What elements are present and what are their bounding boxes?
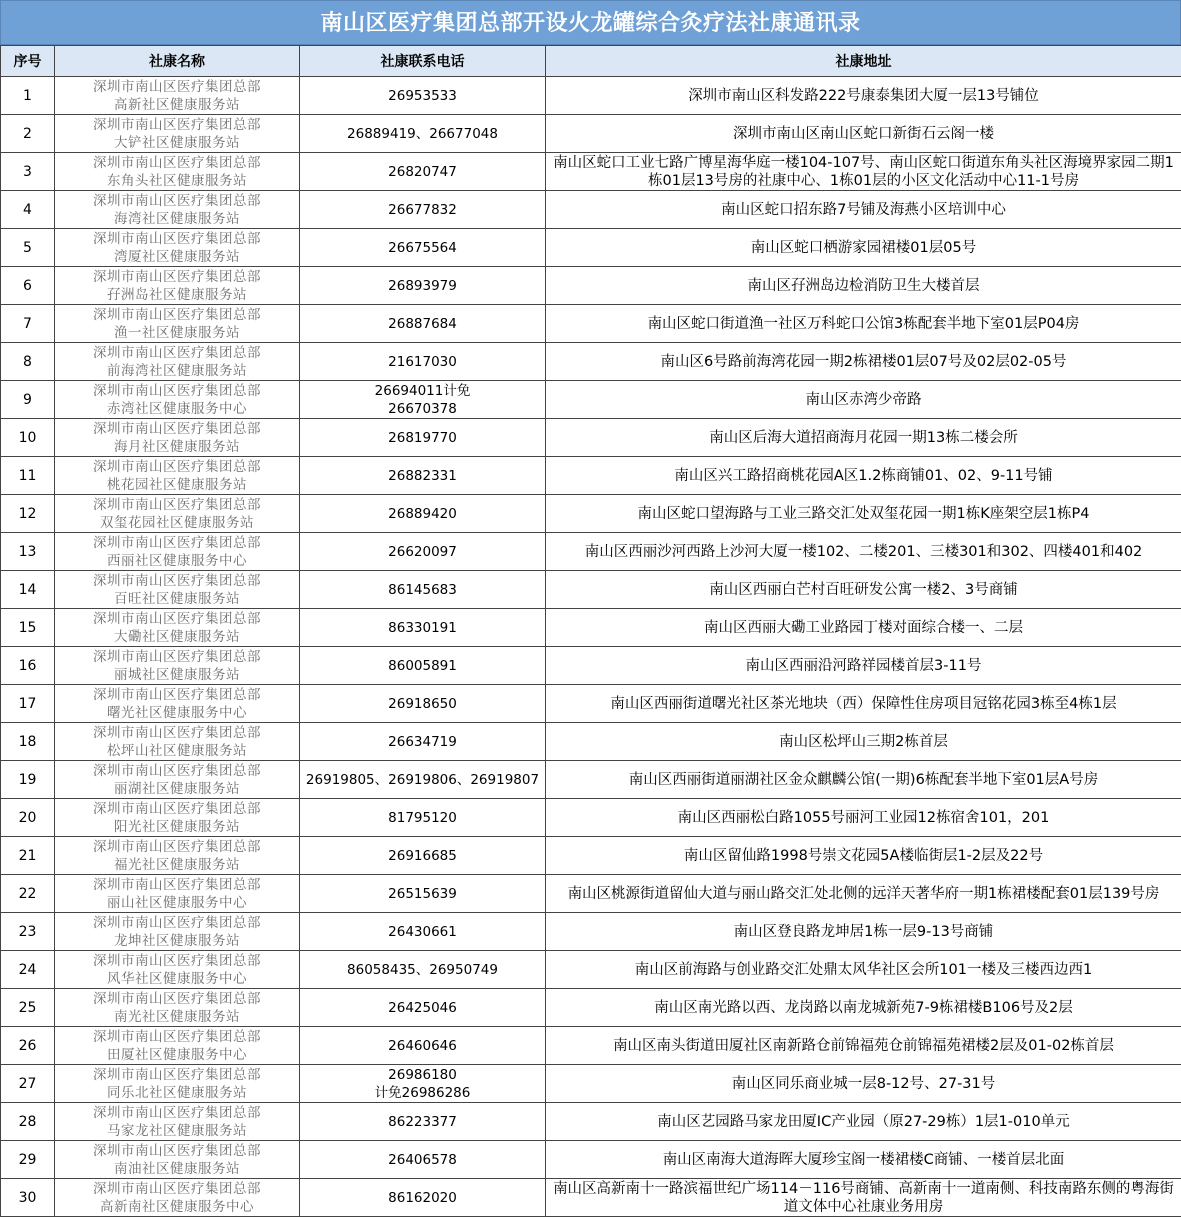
table-row [1, 875, 1181, 913]
row-number: 28 [1, 1103, 55, 1141]
directory-table [0, 45, 1181, 1217]
station-name [55, 837, 300, 875]
table-row [1, 305, 1181, 343]
station-phone [300, 951, 546, 989]
station-address: 南山区西丽街道曙光社区茶光地块（西）保障性住房项目冠铭花园3栋至4栋1层 [546, 685, 1181, 723]
row-number: 8 [1, 343, 55, 381]
station-phone [300, 875, 546, 913]
station-phone [300, 419, 546, 457]
station-name-line2: 海湾社区健康服务站 [114, 210, 240, 227]
station-name-line2: 高新社区健康服务站 [114, 96, 240, 113]
table-row [1, 837, 1181, 875]
station-name [55, 875, 300, 913]
phone-line1: 26819770 [388, 429, 457, 446]
station-name-line1: 深圳市南山区医疗集团总部 [93, 724, 261, 741]
station-name [55, 381, 300, 419]
station-name-line2: 大磡社区健康服务站 [114, 628, 240, 645]
station-name-line1: 深圳市南山区医疗集团总部 [93, 78, 261, 95]
station-name-line2: 大铲社区健康服务站 [114, 134, 240, 151]
table-row [1, 913, 1181, 951]
station-phone [300, 495, 546, 533]
table-row [1, 989, 1181, 1027]
phone-line1: 26953533 [388, 87, 457, 104]
station-name [55, 647, 300, 685]
phone-line1: 81795120 [388, 809, 457, 826]
station-phone [300, 77, 546, 115]
phone-line1: 26430661 [388, 923, 457, 940]
phone-line1: 86162020 [388, 1189, 457, 1206]
station-name-line2: 阳光社区健康服务站 [114, 818, 240, 835]
station-name-line1: 深圳市南山区医疗集团总部 [93, 1180, 261, 1197]
station-address: 深圳市南山区南山区蛇口新街石云阁一楼 [546, 115, 1181, 153]
station-name [55, 457, 300, 495]
table-row [1, 115, 1181, 153]
header-name: 社康名称 [55, 46, 300, 77]
station-name [55, 1027, 300, 1065]
table-row [1, 761, 1181, 799]
station-name-line2: 松坪山社区健康服务站 [107, 742, 247, 759]
station-name-line1: 深圳市南山区医疗集团总部 [93, 534, 261, 551]
phone-line1: 26460646 [388, 1037, 457, 1054]
phone-line1: 26675564 [388, 239, 457, 256]
station-name [55, 913, 300, 951]
phone-line1: 26889420 [388, 505, 457, 522]
station-name [55, 951, 300, 989]
station-name [55, 305, 300, 343]
station-phone [300, 343, 546, 381]
station-address: 南山区孖洲岛边检消防卫生大楼首层 [546, 267, 1181, 305]
station-name-line2: 东角头社区健康服务站 [107, 172, 247, 189]
station-name [55, 153, 300, 191]
station-name-line1: 深圳市南山区医疗集团总部 [93, 306, 261, 323]
station-name [55, 191, 300, 229]
phone-line1: 86145683 [388, 581, 457, 598]
phone-line1: 26893979 [388, 277, 457, 294]
station-name-line2: 福光社区健康服务站 [114, 856, 240, 873]
table-row [1, 381, 1181, 419]
station-name-line1: 深圳市南山区医疗集团总部 [93, 116, 261, 133]
row-number: 18 [1, 723, 55, 761]
station-phone [300, 1027, 546, 1065]
table-row [1, 647, 1181, 685]
table-row [1, 1065, 1181, 1103]
station-phone [300, 153, 546, 191]
phone-line1: 86330191 [388, 619, 457, 636]
phone-line1: 86005891 [388, 657, 457, 674]
table-row [1, 267, 1181, 305]
station-name-line2: 南光社区健康服务站 [114, 1008, 240, 1025]
station-name [55, 1179, 300, 1217]
station-name-line1: 深圳市南山区医疗集团总部 [93, 154, 261, 171]
table-row [1, 685, 1181, 723]
row-number: 21 [1, 837, 55, 875]
station-name-line1: 深圳市南山区医疗集团总部 [93, 686, 261, 703]
station-address: 深圳市南山区科发路222号康泰集团大厦一层13号铺位 [546, 77, 1181, 115]
station-phone [300, 1179, 546, 1217]
station-name-line2: 马家龙社区健康服务站 [107, 1122, 247, 1139]
station-name-line2: 赤湾社区健康服务中心 [107, 400, 247, 417]
station-phone [300, 647, 546, 685]
phone-line1: 26887684 [388, 315, 457, 332]
station-address: 南山区松坪山三期2栋首层 [546, 723, 1181, 761]
row-number: 6 [1, 267, 55, 305]
table-row [1, 951, 1181, 989]
station-name [55, 571, 300, 609]
station-address: 南山区西丽松白路1055号丽河工业园12栋宿舍101，201 [546, 799, 1181, 837]
station-address: 南山区南头街道田厦社区南新路仓前锦福苑仓前锦福苑裙楼2层及01-02栋首层 [546, 1027, 1181, 1065]
station-address: 南山区兴工路招商桃花园A区1.2栋商铺01、02、9-11号铺 [546, 457, 1181, 495]
table-row [1, 229, 1181, 267]
phone-line1: 26634719 [388, 733, 457, 750]
station-name-line2: 孖洲岛社区健康服务站 [107, 286, 247, 303]
station-phone [300, 761, 546, 799]
station-name-line1: 深圳市南山区医疗集团总部 [93, 496, 261, 513]
station-name-line1: 深圳市南山区医疗集团总部 [93, 838, 261, 855]
station-phone [300, 115, 546, 153]
station-name [55, 799, 300, 837]
phone-line1: 26919805、26919806、26919807 [305, 771, 540, 788]
station-address: 南山区赤湾少帝路 [546, 381, 1181, 419]
station-name-line2: 双玺花园社区健康服务站 [100, 514, 254, 531]
station-name [55, 533, 300, 571]
station-name-line2: 渔一社区健康服务站 [114, 324, 240, 341]
station-address: 南山区蛇口街道渔一社区万科蛇口公馆3栋配套半地下室01层P04房 [546, 305, 1181, 343]
phone-line1: 26986180 [388, 1066, 457, 1083]
station-name-line1: 深圳市南山区医疗集团总部 [93, 610, 261, 627]
phone-line1: 26916685 [388, 847, 457, 864]
station-phone [300, 685, 546, 723]
phone-line1: 26620097 [388, 543, 457, 560]
row-number: 4 [1, 191, 55, 229]
row-number: 11 [1, 457, 55, 495]
station-name-line1: 深圳市南山区医疗集团总部 [93, 914, 261, 931]
station-phone [300, 457, 546, 495]
station-name-line1: 深圳市南山区医疗集团总部 [93, 268, 261, 285]
station-address: 南山区蛇口望海路与工业三路交汇处双玺花园一期1栋K座架空层1栋P4 [546, 495, 1181, 533]
station-phone [300, 229, 546, 267]
station-address: 南山区同乐商业城一层8-12号、27-31号 [546, 1065, 1181, 1103]
station-name [55, 1141, 300, 1179]
station-name-line2: 丽城社区健康服务站 [114, 666, 240, 683]
station-name-line1: 深圳市南山区医疗集团总部 [93, 990, 261, 1007]
station-address: 南山区后海大道招商海月花园一期13栋二楼会所 [546, 419, 1181, 457]
row-number: 24 [1, 951, 55, 989]
sheet-title: 南山区医疗集团总部开设火龙罐综合灸疗法社康通讯录 [0, 0, 1181, 45]
station-name [55, 609, 300, 647]
station-name-line2: 西丽社区健康服务中心 [107, 552, 247, 569]
phone-line1: 26820747 [388, 163, 457, 180]
phone-line1: 26406578 [388, 1151, 457, 1168]
station-name-line1: 深圳市南山区医疗集团总部 [93, 1104, 261, 1121]
station-name-line1: 深圳市南山区医疗集团总部 [93, 1028, 261, 1045]
station-address: 南山区留仙路1998号崇文花园5A楼临街层1-2层及22号 [546, 837, 1181, 875]
station-name-line2: 桃花园社区健康服务站 [107, 476, 247, 493]
row-number: 29 [1, 1141, 55, 1179]
phone-line1: 26677832 [388, 201, 457, 218]
phone-line1: 26918650 [388, 695, 457, 712]
phone-line1: 26515639 [388, 885, 457, 902]
station-name-line1: 深圳市南山区医疗集团总部 [93, 572, 261, 589]
station-name-line2: 湾厦社区健康服务站 [114, 248, 240, 265]
row-number: 17 [1, 685, 55, 723]
station-name-line2: 丽山社区健康服务中心 [107, 894, 247, 911]
row-number: 26 [1, 1027, 55, 1065]
row-number: 23 [1, 913, 55, 951]
phone-line2: 计免26986286 [374, 1084, 471, 1101]
station-name [55, 1065, 300, 1103]
station-phone [300, 723, 546, 761]
station-name [55, 77, 300, 115]
station-name [55, 495, 300, 533]
station-address: 南山区高新南十一路滨福世纪广场114－116号商铺、高新南十一道南侧、科技南路东侧的粤海街道文体中心社康业务用房 [546, 1179, 1181, 1217]
table-row [1, 799, 1181, 837]
station-phone [300, 191, 546, 229]
station-address: 南山区西丽街道丽湖社区金众麒麟公馆(一期)6栋配套半地下室01层A号房 [546, 761, 1181, 799]
table-row [1, 1027, 1181, 1065]
table-row [1, 1103, 1181, 1141]
station-name-line1: 深圳市南山区医疗集团总部 [93, 458, 261, 475]
station-address: 南山区南海大道海晖大厦珍宝阁一楼裙楼C商铺、一楼首层北面 [546, 1141, 1181, 1179]
table-row [1, 77, 1181, 115]
station-name-line1: 深圳市南山区医疗集团总部 [93, 192, 261, 209]
station-name-line1: 深圳市南山区医疗集团总部 [93, 382, 261, 399]
phone-line1: 26889419、26677048 [347, 125, 498, 142]
table-row [1, 343, 1181, 381]
station-name-line2: 风华社区健康服务中心 [107, 970, 247, 987]
station-name [55, 115, 300, 153]
table-row [1, 533, 1181, 571]
station-name-line2: 高新南社区健康服务中心 [100, 1198, 254, 1215]
row-number: 30 [1, 1179, 55, 1217]
row-number: 15 [1, 609, 55, 647]
row-number: 27 [1, 1065, 55, 1103]
phone-line1: 86058435、26950749 [347, 961, 498, 978]
station-address: 南山区艺园路马家龙田厦IC产业园（原27-29栋）1层1-010单元 [546, 1103, 1181, 1141]
station-phone [300, 305, 546, 343]
station-address: 南山区西丽大磡工业路园丁楼对面综合楼一、二层 [546, 609, 1181, 647]
header-row [1, 46, 1181, 77]
header-address: 社康地址 [546, 46, 1181, 77]
station-name-line1: 深圳市南山区医疗集团总部 [93, 952, 261, 969]
phone-line2: 26670378 [388, 400, 457, 417]
row-number: 9 [1, 381, 55, 419]
row-number: 5 [1, 229, 55, 267]
header-no: 序号 [1, 46, 55, 77]
station-name-line2: 同乐北社区健康服务站 [107, 1084, 247, 1101]
row-number: 16 [1, 647, 55, 685]
row-number: 19 [1, 761, 55, 799]
table-body [1, 77, 1181, 1217]
station-name [55, 989, 300, 1027]
row-number: 10 [1, 419, 55, 457]
table-row [1, 495, 1181, 533]
station-phone [300, 913, 546, 951]
station-name-line2: 百旺社区健康服务站 [114, 590, 240, 607]
table-row [1, 419, 1181, 457]
station-name [55, 419, 300, 457]
station-phone [300, 1065, 546, 1103]
station-name-line2: 田厦社区健康服务中心 [107, 1046, 247, 1063]
station-phone [300, 837, 546, 875]
row-number: 13 [1, 533, 55, 571]
station-phone [300, 799, 546, 837]
station-phone [300, 989, 546, 1027]
station-name [55, 229, 300, 267]
table-row [1, 457, 1181, 495]
station-phone [300, 571, 546, 609]
phone-line1: 86223377 [388, 1113, 457, 1130]
station-name [55, 723, 300, 761]
station-name [55, 761, 300, 799]
station-address: 南山区西丽沙河西路上沙河大厦一楼102、二楼201、三楼301和302、四楼401和402 [546, 533, 1181, 571]
station-phone [300, 1141, 546, 1179]
row-number: 12 [1, 495, 55, 533]
station-name-line1: 深圳市南山区医疗集团总部 [93, 420, 261, 437]
table-row [1, 153, 1181, 191]
station-address: 南山区西丽沿河路祥园楼首层3-11号 [546, 647, 1181, 685]
station-phone [300, 1103, 546, 1141]
station-phone [300, 533, 546, 571]
station-address: 南山区6号路前海湾花园一期2栋裙楼01层07号及02层02-05号 [546, 343, 1181, 381]
station-name [55, 1103, 300, 1141]
station-name-line1: 深圳市南山区医疗集团总部 [93, 876, 261, 893]
station-address: 南山区蛇口栖游家园裙楼01层05号 [546, 229, 1181, 267]
station-name-line2: 曙光社区健康服务中心 [107, 704, 247, 721]
row-number: 22 [1, 875, 55, 913]
station-name-line1: 深圳市南山区医疗集团总部 [93, 648, 261, 665]
row-number: 3 [1, 153, 55, 191]
station-address: 南山区前海路与创业路交汇处鼎太风华社区会所101一楼及三楼西边西1 [546, 951, 1181, 989]
table-row [1, 723, 1181, 761]
station-address: 南山区南光路以西、龙岗路以南龙城新苑7-9栋裙楼B106号及2层 [546, 989, 1181, 1027]
station-name-line1: 深圳市南山区医疗集团总部 [93, 230, 261, 247]
phone-line1: 26425046 [388, 999, 457, 1016]
station-name [55, 685, 300, 723]
row-number: 1 [1, 77, 55, 115]
station-address: 南山区蛇口工业七路广博星海华庭一楼104-107号、南山区蛇口街道东角头社区海境界家园二期1栋01层13号房的社康中心、1栋01层的小区文化活动中心11-1号房 [546, 153, 1181, 191]
station-name-line1: 深圳市南山区医疗集团总部 [93, 800, 261, 817]
header-phone: 社康联系电话 [300, 46, 546, 77]
row-number: 2 [1, 115, 55, 153]
phone-line1: 26882331 [388, 467, 457, 484]
station-name-line2: 海月社区健康服务站 [114, 438, 240, 455]
station-address: 南山区西丽白芒村百旺研发公寓一楼2、3号商铺 [546, 571, 1181, 609]
station-name-line1: 深圳市南山区医疗集团总部 [93, 344, 261, 361]
station-address: 南山区桃源街道留仙大道与丽山路交汇处北侧的远洋天著华府一期1栋裙楼配套01层139号房 [546, 875, 1181, 913]
station-name [55, 267, 300, 305]
row-number: 25 [1, 989, 55, 1027]
station-address: 南山区蛇口招东路7号铺及海燕小区培训中心 [546, 191, 1181, 229]
station-phone [300, 381, 546, 419]
phone-line1: 21617030 [388, 353, 457, 370]
row-number: 20 [1, 799, 55, 837]
station-name [55, 343, 300, 381]
table-row [1, 1141, 1181, 1179]
station-phone [300, 267, 546, 305]
station-phone [300, 609, 546, 647]
row-number: 14 [1, 571, 55, 609]
station-name-line1: 深圳市南山区医疗集团总部 [93, 762, 261, 779]
table-row [1, 1179, 1181, 1217]
station-name-line2: 南油社区健康服务站 [114, 1160, 240, 1177]
station-address: 南山区登良路龙坤居1栋一层9-13号商铺 [546, 913, 1181, 951]
table-row [1, 191, 1181, 229]
station-name-line2: 龙坤社区健康服务站 [114, 932, 240, 949]
station-name-line2: 前海湾社区健康服务站 [107, 362, 247, 379]
table-row [1, 571, 1181, 609]
station-name-line1: 深圳市南山区医疗集团总部 [93, 1066, 261, 1083]
station-name-line2: 丽湖社区健康服务站 [114, 780, 240, 797]
phone-line1: 26694011计免 [374, 382, 471, 399]
table-row [1, 609, 1181, 647]
station-name-line1: 深圳市南山区医疗集团总部 [93, 1142, 261, 1159]
row-number: 7 [1, 305, 55, 343]
